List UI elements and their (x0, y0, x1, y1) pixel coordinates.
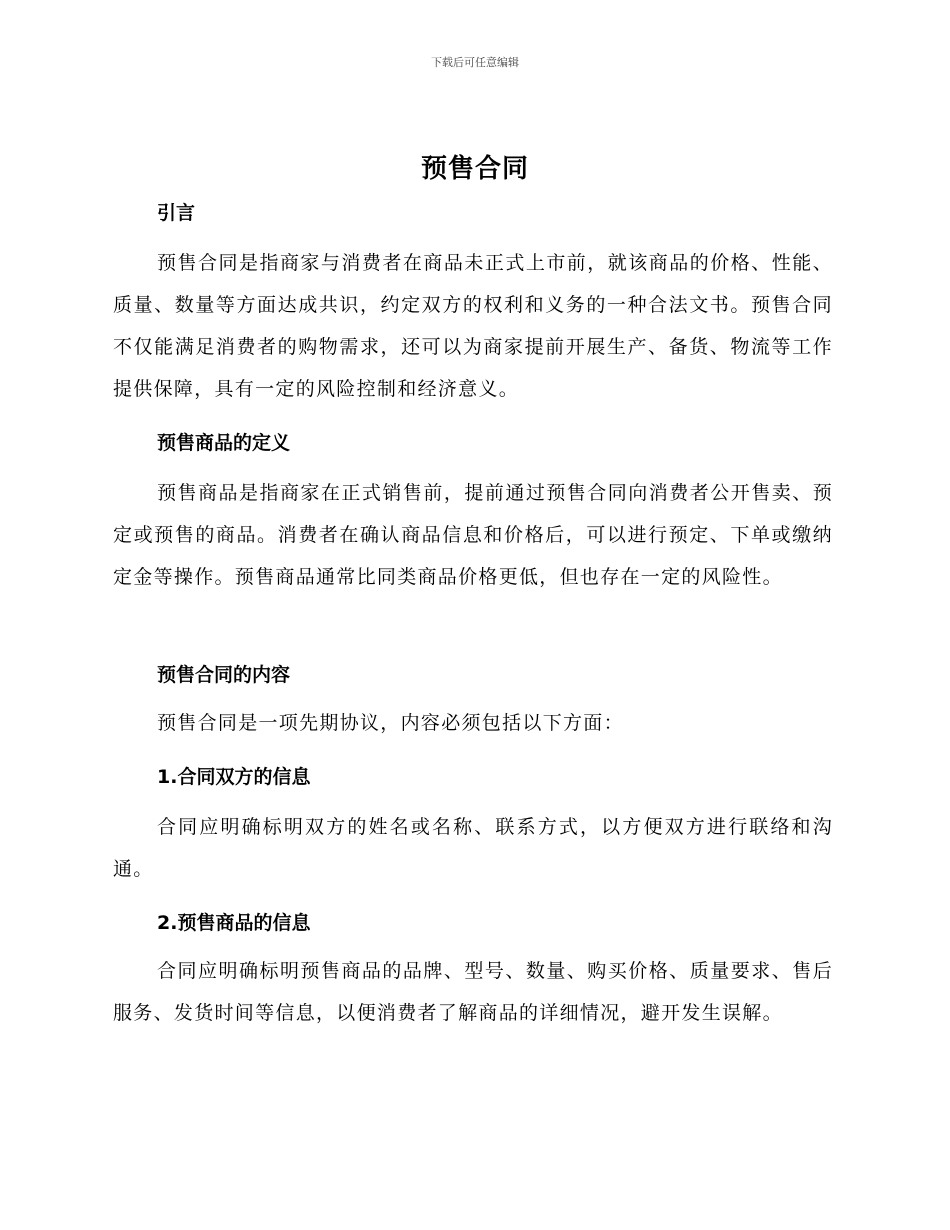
section-heading-introduction: 引言 (157, 202, 196, 224)
section-paragraph-contract-content: 预售合同是一项先期协议，内容必须包括以下方面： (157, 712, 624, 734)
section-paragraph-product-info: 合同应明确标明预售商品的品牌、型号、数量、购买价格、质量要求、售后服务、发货时间等信息，以便消费者了解商品的详细情况，避开发生误解。 (113, 960, 833, 1024)
section-heading-product-info: 2.预售商品的信息 (157, 912, 311, 934)
section-heading-party-info: 1.合同双方的信息 (157, 766, 311, 788)
section-paragraph-introduction: 预售合同是指商家与消费者在商品未正式上市前，就该商品的价格、性能、质量、数量等方面达成共识，约定双方的权利和义务的一种合法文书。预售合同不仅能满足消费者的购物需求，还可以为商家提前开展生产、备货、物流等工作提供保障，具有一定的风险控制和经济意义。 (113, 252, 833, 400)
section-heading-presale-definition: 预售商品的定义 (157, 432, 291, 454)
section-heading-contract-content: 预售合同的内容 (157, 664, 291, 686)
section-paragraph-party-info: 合同应明确标明双方的姓名或名称、联系方式，以方便双方进行联络和沟通。 (113, 816, 833, 880)
section-paragraph-presale-definition: 预售商品是指商家在正式销售前，提前通过预售合同向消费者公开售卖、预定或预售的商品。消费者在确认商品信息和价格后，可以进行预定、下单或缴纳定金等操作。预售商品通常比同类商品价格更低，但也存在一定的风险性。 (113, 482, 833, 588)
page-header-note: 下载后可任意编辑 (431, 56, 519, 69)
document-title: 预售合同 (420, 154, 529, 184)
